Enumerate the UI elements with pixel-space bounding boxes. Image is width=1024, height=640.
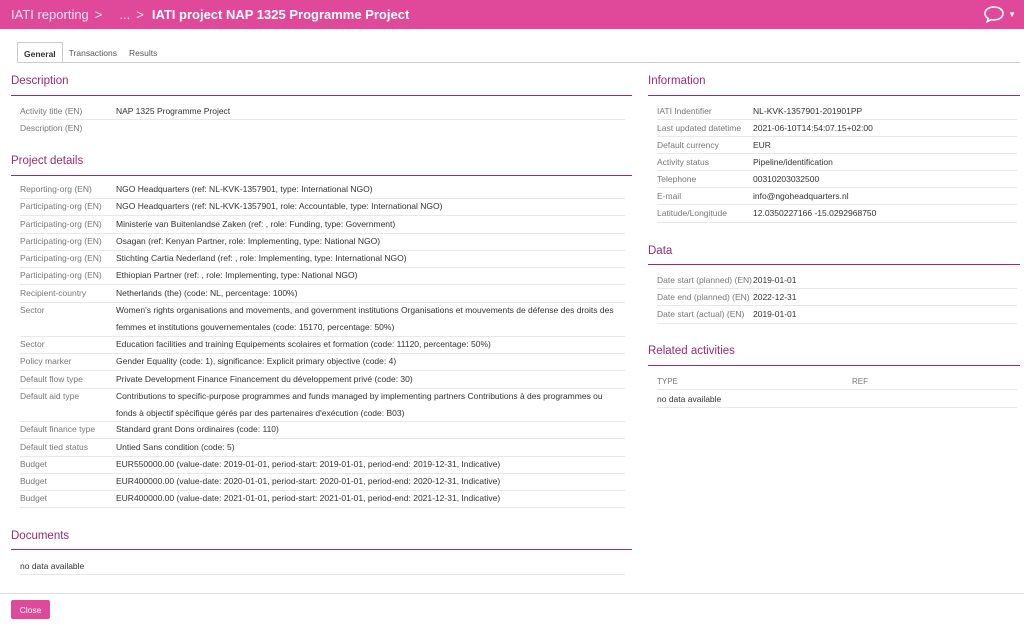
row-divider: [657, 170, 1017, 171]
kv-row: [20, 233, 625, 250]
chat-bubble-icon[interactable]: [983, 5, 1005, 23]
kv-label: Budget: [20, 459, 47, 469]
row-divider: [657, 119, 1017, 120]
kv-row: [20, 456, 625, 473]
kv-row: [20, 302, 625, 336]
row-divider: [20, 574, 625, 575]
row-divider: [657, 323, 1017, 324]
kv-row: [657, 103, 1017, 120]
kv-label: Reporting-org (EN): [20, 184, 92, 194]
kv-label: Budget: [20, 476, 47, 486]
row-divider: [20, 370, 625, 371]
row-divider: [20, 456, 625, 457]
breadcrumb-separator: >: [136, 7, 144, 22]
kv-row: [657, 289, 1017, 306]
kv-label: Sector: [20, 339, 45, 349]
project-details-rule: [11, 175, 632, 176]
row-divider: [20, 507, 625, 508]
documents-heading: Documents: [11, 530, 70, 542]
kv-label: Policy marker: [20, 356, 72, 366]
kv-row: [20, 421, 625, 438]
related-empty-text: no data available: [657, 394, 722, 404]
kv-value: 2022-12-31: [753, 292, 797, 302]
row-divider: [657, 187, 1017, 188]
row-divider: [20, 490, 625, 491]
kv-label: Description (EN): [20, 123, 83, 133]
kv-label: Latitude/Longitude: [657, 208, 727, 218]
row-divider: [20, 284, 625, 285]
tab-transactions[interactable]: Transactions: [68, 48, 117, 58]
kv-value: Untied Sans condition (code: 5): [116, 442, 235, 452]
chat-menu[interactable]: [983, 5, 1016, 23]
kv-value: Netherlands (the) (code: NL, percentage: 100%): [116, 288, 298, 298]
tab-general[interactable]: General: [17, 42, 63, 63]
information-heading: Information: [648, 75, 706, 87]
kv-row: [20, 120, 625, 137]
kv-label: Participating-org (EN): [20, 219, 102, 229]
documents-empty-text: no data available: [20, 561, 85, 571]
kv-value: Ministerie van Buitenlandse Zaken (ref: , role: Funding, type: Government): [116, 219, 396, 229]
kv-row: [657, 205, 1017, 222]
tab-divider: [17, 62, 1020, 63]
kv-row: [20, 267, 625, 284]
related-activities-heading: Related activities: [648, 345, 735, 357]
kv-value: EUR400000.00 (value-date: 2020-01-01, period-start: 2020-01-01, period-end: 2020-12-31, Indicative): [116, 476, 501, 486]
kv-value: Women's rights organisations and movements, and government institutions Organisations et mouvements de défense des droits des femmes et institutions gouvernementales (code: 15170, percentage: 50%): [116, 305, 614, 332]
row-divider: [20, 388, 625, 389]
kv-row: [20, 473, 625, 490]
kv-label: Default aid type: [20, 391, 80, 401]
row-divider: [657, 288, 1017, 289]
kv-label: Participating-org (EN): [20, 270, 102, 280]
kv-row: [20, 198, 625, 215]
kv-value: NGO Headquarters (ref: NL-KVK-1357901, type: International NGO): [116, 184, 373, 194]
description-heading: Description: [11, 75, 69, 87]
kv-label: Date end (planned) (EN): [657, 292, 750, 302]
kv-row: [657, 137, 1017, 154]
row-divider: [20, 198, 625, 199]
row-divider: [20, 336, 625, 337]
kv-value: Education facilities and training Equipements scolaires et formation (code: 11120, percentage: 50%): [116, 339, 491, 349]
kv-value: EUR550000.00 (value-date: 2019-01-01, period-start: 2019-01-01, period-end: 2019-12-31, Indicative): [116, 459, 501, 469]
kv-value: info@ngoheadquarters.nl: [753, 191, 849, 201]
kv-label: IATI Indentifier: [657, 106, 712, 116]
kv-row: [657, 272, 1017, 289]
kv-value: Standard grant Dons ordinaires (code: 110): [116, 424, 279, 434]
kv-label: E-mail: [657, 191, 682, 201]
kv-value: Ethiopian Partner (ref: , role: Implementing, type: National NGO): [116, 270, 358, 280]
row-divider: [20, 473, 625, 474]
kv-row: [20, 181, 625, 198]
kv-row: [20, 371, 625, 388]
kv-label: Default tied status: [20, 442, 89, 452]
kv-value: 2019-01-01: [753, 309, 797, 319]
kv-row: [657, 154, 1017, 171]
row-divider: [657, 305, 1017, 306]
footer-divider: [0, 593, 1024, 594]
kv-value: Gender Equality (code: 1), significance: Explicit primary objective (code: 4): [116, 356, 397, 366]
kv-row: [20, 216, 625, 233]
row-divider: [20, 421, 625, 422]
documents-rule: [11, 549, 632, 550]
breadcrumb-ellipsis[interactable]: ...: [119, 7, 131, 22]
kv-row: [20, 388, 625, 422]
kv-value: Private Development Finance Financement du développement privé (code: 30): [116, 374, 413, 384]
row-divider: [657, 204, 1017, 205]
kv-value: NGO Headquarters (ref: NL-KVK-1357901, role: Accountable, type: International NGO): [116, 201, 443, 211]
row-divider: [657, 407, 1017, 408]
row-divider: [657, 136, 1017, 137]
chevron-down-icon[interactable]: ▼: [1008, 9, 1016, 19]
row-divider: [20, 302, 625, 303]
kv-label: Default currency: [657, 140, 719, 150]
kv-row: [20, 336, 625, 353]
row-divider: [657, 389, 1017, 390]
related-activities-rule: [648, 365, 1020, 366]
tab-results[interactable]: Results: [129, 48, 158, 58]
row-divider: [20, 233, 625, 234]
kv-row: [20, 103, 625, 120]
kv-label: Recipient-country: [20, 288, 87, 298]
kv-label: Activity title (EN): [20, 106, 83, 116]
kv-value: EUR: [753, 140, 771, 150]
kv-value: 2021-06-10T14:54:07.15+02:00: [753, 123, 873, 133]
kv-label: Sector: [20, 305, 45, 315]
breadcrumb-separator: >: [94, 7, 103, 22]
top-bar: [0, 0, 1024, 29]
column-header-ref: REF: [852, 377, 868, 386]
kv-label: Activity status: [657, 157, 709, 167]
kv-row: [20, 250, 625, 267]
kv-value: EUR400000.00 (value-date: 2021-01-01, period-start: 2021-01-01, period-end: 2021-12-31, Indicative): [116, 493, 501, 503]
row-divider: [20, 250, 625, 251]
kv-label: Budget: [20, 493, 47, 503]
description-rule: [11, 95, 632, 96]
row-divider: [20, 353, 625, 354]
kv-label: Default flow type: [20, 374, 83, 384]
kv-row: [20, 439, 625, 456]
kv-label: Participating-org (EN): [20, 253, 102, 263]
kv-row: [657, 188, 1017, 205]
kv-value: Contributions to specific-purpose programmes and funds managed by implementing partners Contributions à des programmes ou fonds à objectif spécifique gérés par des partenaires d'exécution (code: B03): [116, 391, 603, 418]
page-title: IATI project NAP 1325 Programme Project: [151, 7, 410, 22]
kv-value: 12.0350227166 -15.0292968750: [753, 208, 877, 218]
data-rule: [648, 264, 1020, 265]
kv-row: [657, 306, 1017, 323]
row-divider: [657, 153, 1017, 154]
column-header-type: TYPE: [657, 377, 678, 386]
information-rule: [648, 95, 1020, 96]
kv-value: NAP 1325 Programme Project: [116, 106, 231, 116]
kv-row: [657, 120, 1017, 137]
kv-row: [657, 171, 1017, 188]
kv-label: Telephone: [657, 174, 697, 184]
kv-value: NL-KVK-1357901-201901PP: [753, 106, 863, 116]
tab-bar: [17, 42, 163, 63]
breadcrumb-root[interactable]: IATI reporting: [11, 7, 89, 22]
kv-label: Participating-org (EN): [20, 201, 102, 211]
kv-row: [20, 353, 625, 370]
kv-label: Date start (planned) (EN): [657, 275, 752, 285]
kv-value: 00310203032500: [753, 174, 820, 184]
kv-label: Default finance type: [20, 424, 96, 434]
kv-value: Pipeline/identification: [753, 157, 833, 167]
row-divider: [20, 267, 625, 268]
row-divider: [20, 215, 625, 216]
row-divider: [657, 222, 1017, 223]
kv-row: [20, 490, 625, 507]
kv-value: 2019-01-01: [753, 275, 797, 285]
kv-value: Stichting Cartia Nederland (ref: , role: Implementing, type: International NGO): [116, 253, 407, 263]
kv-label: Participating-org (EN): [20, 236, 102, 246]
kv-label: Date start (actual) (EN): [657, 309, 745, 319]
row-divider: [20, 438, 625, 439]
data-heading: Data: [648, 245, 673, 257]
project-details-heading: Project details: [11, 155, 84, 167]
close-button[interactable]: Close: [11, 600, 50, 619]
kv-row: [20, 285, 625, 302]
kv-value: Osagan (ref: Kenyan Partner, role: Implementing, type: National NGO): [116, 236, 381, 246]
kv-label: Last updated datetime: [657, 123, 742, 133]
